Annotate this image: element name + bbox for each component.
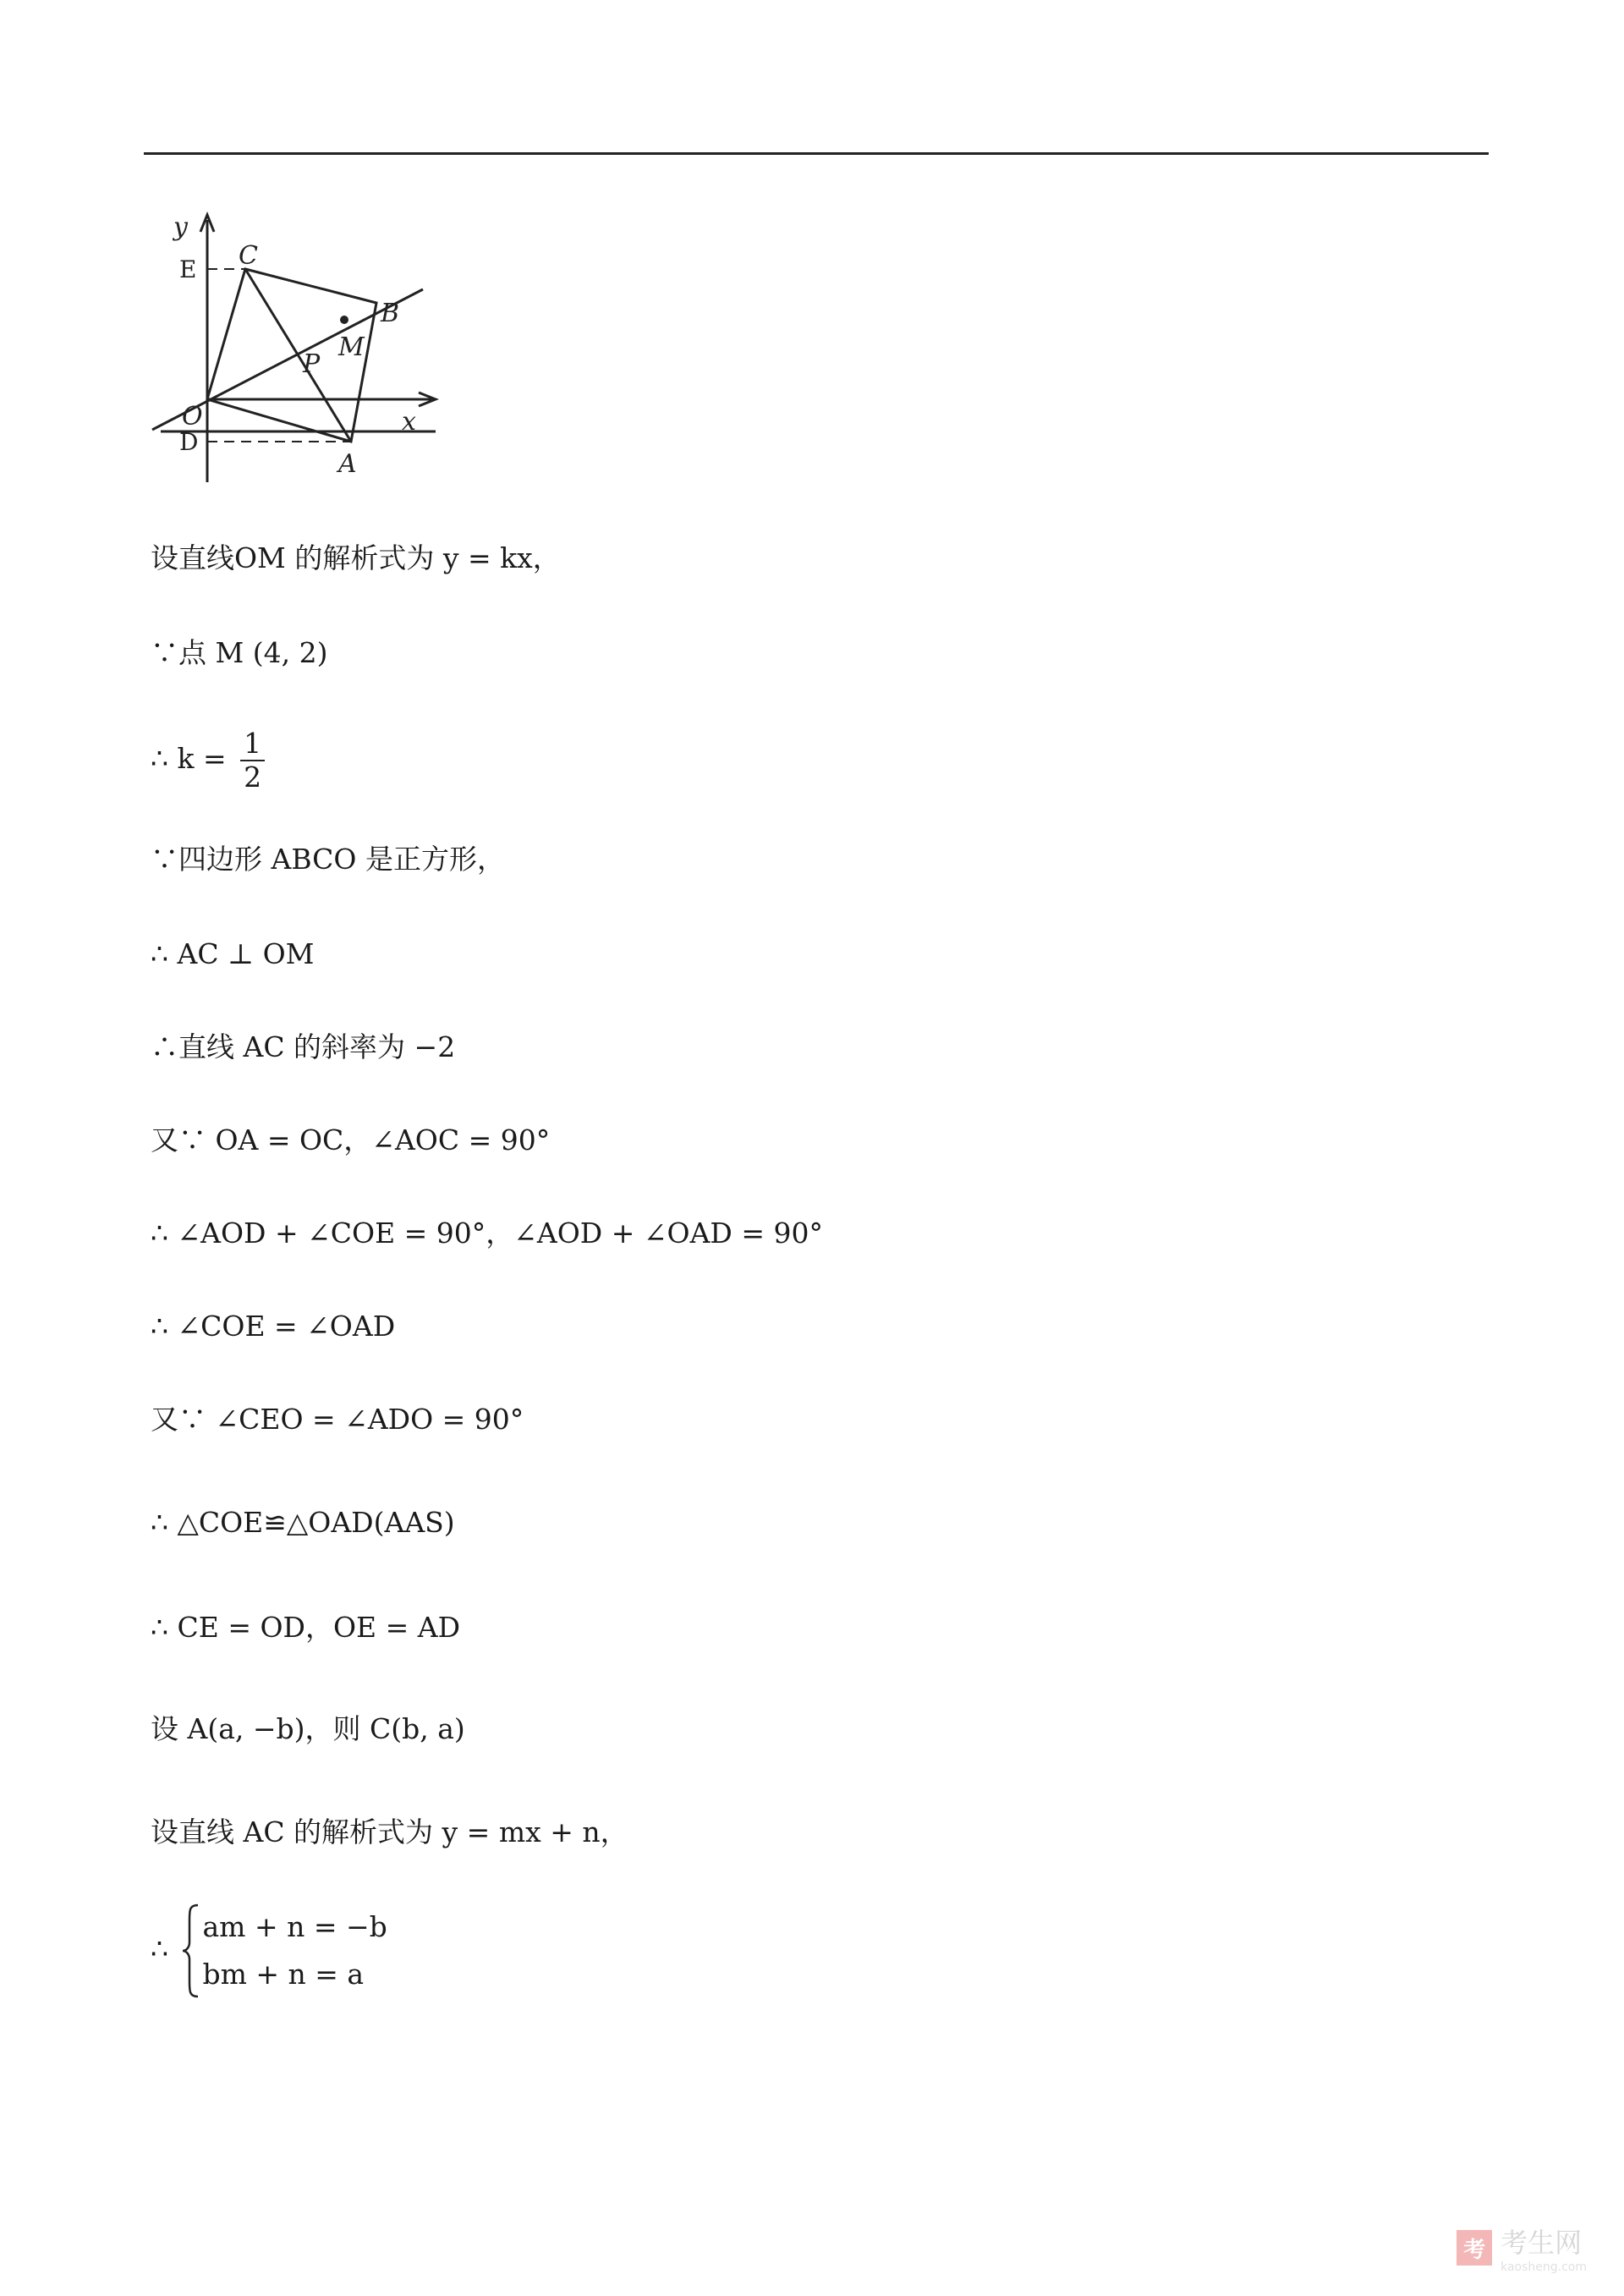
line-15-text: ∴	[151, 1932, 178, 1965]
watermark-sub: kaosheng.com	[1501, 2260, 1587, 2274]
line-7: 又∵ OA = OC，∠AOC = 90°	[151, 1123, 551, 1156]
label-P: P	[303, 349, 321, 379]
label-C: C	[239, 241, 258, 271]
brace-icon	[181, 1903, 200, 1998]
label-O: O	[182, 402, 203, 431]
fraction-denominator: 2	[244, 761, 262, 794]
label-y: y	[173, 212, 188, 242]
system-row-1: am + n = −b	[202, 1910, 387, 1943]
label-B: B	[381, 299, 400, 328]
line-14: 设直线 AC 的解析式为 y = mx + n，	[151, 1815, 628, 1848]
label-A: A	[338, 449, 357, 479]
equation-system	[181, 1903, 387, 1998]
fraction-numerator: 1	[240, 728, 265, 761]
label-M: M	[338, 332, 365, 362]
line-15	[151, 1903, 387, 1998]
line-1: 设直线OM 的解析式为 y = kx，	[151, 541, 561, 574]
system-row-2: bm + n = a	[202, 1958, 365, 1991]
line-10: 又∵ ∠CEO = ∠ADO = 90°	[151, 1403, 524, 1436]
line-11: ∴ △COE≌△OAD(AAS)	[151, 1506, 455, 1539]
line-3-text: ∴ k =	[151, 742, 236, 775]
line-6: ∴直线 AC 的斜率为 −2	[151, 1030, 456, 1063]
line-13: 设 A(a, −b)，则 C(b, a)	[151, 1712, 465, 1745]
watermark-text: 考生网	[1501, 2227, 1583, 2259]
line-9: ∴ ∠COE = ∠OAD	[151, 1310, 396, 1343]
line-8: ∴ ∠AOD + ∠COE = 90°，∠AOD + ∠OAD = 90°	[151, 1217, 824, 1250]
label-D: D	[179, 428, 199, 456]
watermark	[1457, 2222, 1587, 2274]
label-x: x	[402, 407, 416, 437]
geometry-figure	[144, 203, 448, 482]
line-4: ∵四边形 ABCO 是正方形，	[151, 843, 505, 876]
line-2: ∵点 M (4, 2)	[151, 636, 328, 669]
line-12: ∴ CE = OD，OE = AD	[151, 1611, 461, 1644]
line-5: ∴ AC ⊥ OM	[151, 937, 315, 970]
fraction	[240, 728, 265, 794]
header-rule	[144, 152, 1489, 155]
watermark-logo: 考	[1457, 2230, 1492, 2266]
line-3	[151, 721, 270, 797]
label-E: E	[179, 255, 197, 283]
